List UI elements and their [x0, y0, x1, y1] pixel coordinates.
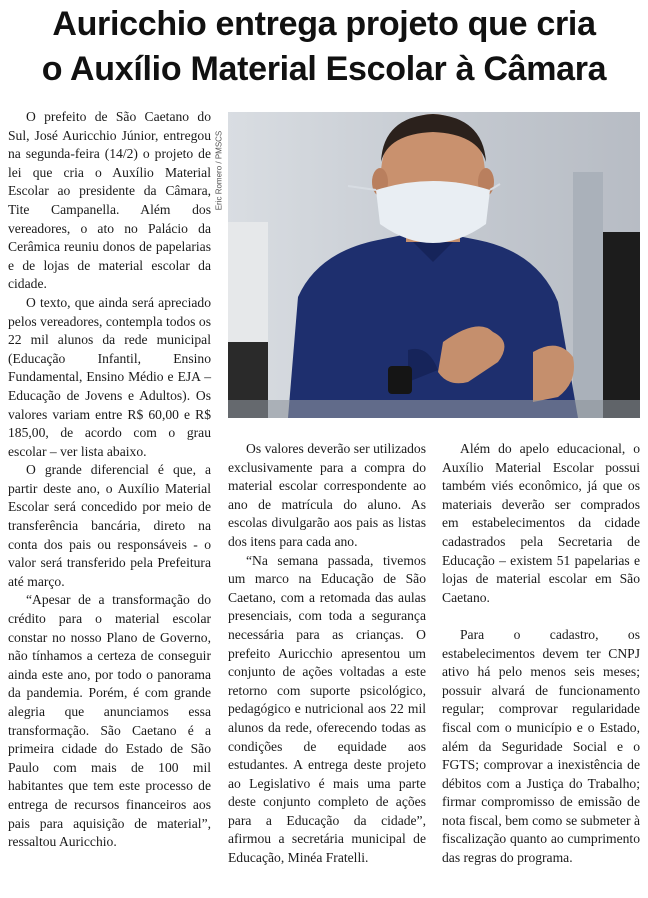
paragraph: O texto, que ainda será apreciado pelos vereadores, contempla todos os 22 mil alunos da rede municipal (Educação Infantil, Ensino Fundamental, Ensino Médio e EJA – Educação de Jovens e Adultos). Os valores variam entre R$ 60,00 e R$ 185,00, de acordo com o grau escolar – ver lista abaixo.	[8, 294, 211, 459]
article-column-1	[8, 108, 211, 852]
paragraph: “Na semana passada, tivemos um marco na Educação de São Caetano, com a retomada das aulas presenciais, com toda a segurança necessária para as crianças. O prefeito Auricchio apresentou um conjunto de ações voltadas a este retorno com suporte psicológico, pedagógico e nutricional aos 22 mil alunos da rede, oferecendo todas as condições de equidade aos estudantes. A entrega deste projeto ao Legislativo é mais uma parte deste conjunto completo de ações para a Educação da cidade”, afirmou a secretária municipal de Educação, Minéa Fratelli.	[228, 552, 426, 866]
headline-line-2: o Auxílio Material Escolar à Câmara	[41, 50, 607, 88]
paragraph: O grande diferencial é que, a partir deste ano, o Auxílio Material Escolar será concedido por meio de transferência bancária, direto na conta dos pais ou responsáveis - o valor será transferido pela Prefeitura até março.	[8, 462, 211, 589]
photo-credit	[213, 112, 225, 232]
paragraph: Além do apelo educacional, o Auxílio Material Escolar possui também viés econômico, já que os materiais deverão ser comprados em estabelecimentos da cidade cadastrados pela Secretaria de Educação – existem 51 papelarias e lojas de material escolar em São Caetano.	[442, 441, 640, 605]
headline-line-1: Auricchio entrega projeto que cria	[52, 5, 596, 43]
paragraph: O prefeito de São Caetano do Sul, José Auricchio Júnior, entregou na segunda-feira (14/2) o projeto de lei que cria o Auxílio Material Escolar ao presidente da Câmara, Tite Campanella. Além dos vereadores, o ato no Palácio da Cerâmica reuniu donos de papelarias e de lojas de material escolar da cidade.	[8, 109, 211, 292]
article-column-3	[442, 440, 640, 868]
article-photo	[228, 112, 640, 418]
article-column-2	[228, 440, 426, 868]
paragraph: “Apesar de a transformação do crédito para o material escolar constar no nosso Plano de Governo, não tínhamos a certeza de conseguir ainda este ano, por todo o panorama da pandemia. Porém, é com grande alegria que anunciamos essa transformação. São Caetano é a primeira cidade do Estado de São Paulo com mais de 100 mil habitantes que tem este processo de entrega de recursos financeiros aos pais para aquisição de material”, ressaltou Auricchio.	[8, 592, 211, 850]
photo-of-man-wearing-mask-icon	[228, 112, 640, 418]
article-headline	[0, 0, 648, 92]
paragraph: Os valores deverão ser utilizados exclusivamente para a compra do material escolar correspondente ao ano de matrícula do aluno. As escolas divulgarão aos pais as listas dos itens para cada ano.	[228, 441, 426, 549]
paragraph: Para o cadastro, os estabelecimentos devem ter CNPJ ativo há pelo menos seis meses; possuir alvará de funcionamento regular; comprovar regularidade fiscal com o município e o Estado, além da Seguridade Social e o FGTS; comprovar a inexistência de débitos com a Justiça do Trabalho; firmar compromisso de emissão de nota fiscal, bem como se submeter à fiscalização quanto ao cumprimento das regras do programa.	[442, 626, 640, 866]
photo-credit-text: Eric Romero / PMSCS	[214, 130, 224, 211]
